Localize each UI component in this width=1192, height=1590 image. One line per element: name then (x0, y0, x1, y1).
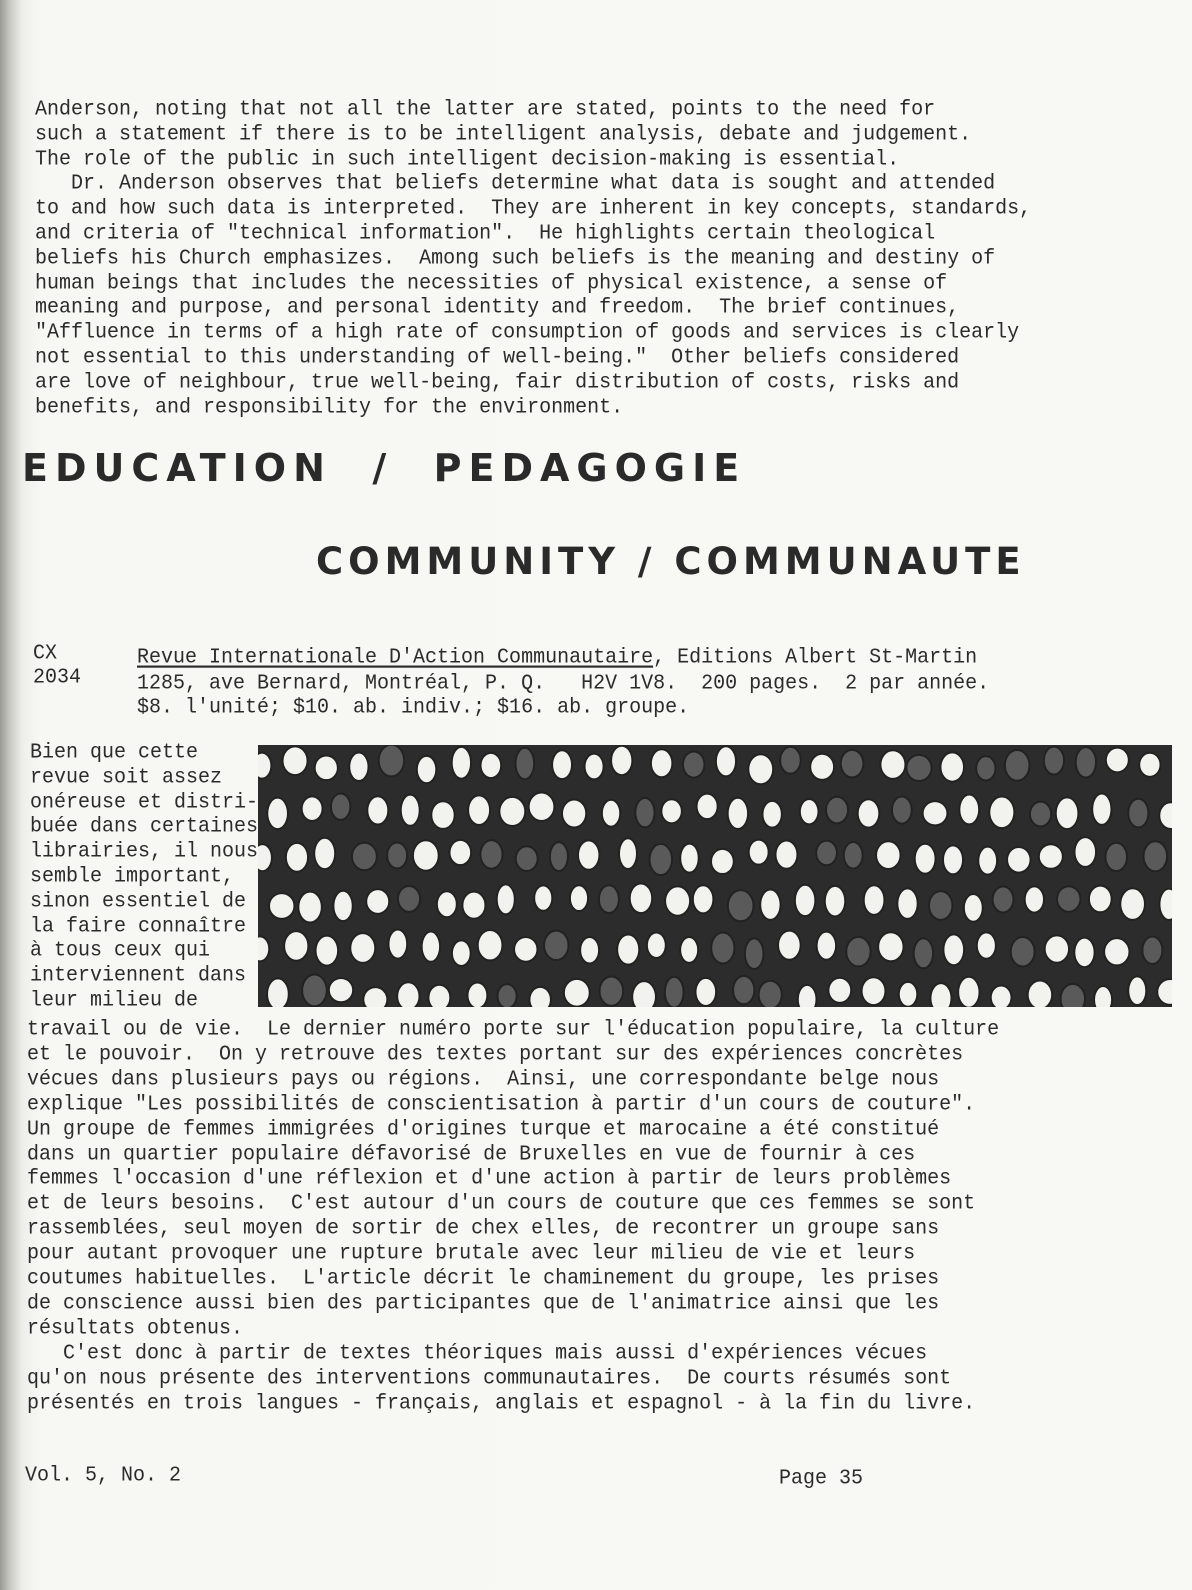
face-sketch (1039, 844, 1063, 869)
face-sketch (760, 890, 780, 920)
text-line: revue soit assez (30, 764, 223, 790)
face-sketch (1128, 799, 1148, 828)
face-sketch (1120, 888, 1145, 920)
face-sketch (1106, 748, 1129, 773)
crowd-drawing (258, 745, 1172, 1007)
text-line: rassemblées, seul moyen de sortir de chex elles, de recontrer un groupe sans (27, 1216, 940, 1242)
face-sketch (333, 891, 352, 921)
face-sketch (367, 796, 388, 824)
face-sketch (350, 933, 375, 963)
text-line: human beings that includes the necessities of physical existence, a sense of (35, 270, 948, 296)
face-sketch (269, 893, 294, 919)
face-sketch (578, 840, 599, 869)
text-line: C'est donc à partir de textes théoriques mais aussi d'expériences vécues (27, 1340, 928, 1366)
face-sketch (1089, 886, 1112, 913)
text-line: buée dans certaines (30, 814, 259, 840)
text-line: explique "Les possibilités de conscientisation à partir d'un cours de couture". (27, 1091, 976, 1117)
face-sketch (1028, 980, 1053, 1007)
face-sketch (665, 977, 684, 1007)
face-sketch (1157, 979, 1172, 1005)
face-sketch (798, 985, 817, 1007)
face-sketch (695, 978, 716, 1006)
section-heading-education: EDUCATION / PEDAGOGIE (22, 446, 747, 490)
face-sketch (825, 886, 846, 917)
face-sketch (899, 982, 918, 1007)
face-sketch (697, 794, 718, 819)
face-sketch (267, 798, 288, 829)
face-sketch (1128, 976, 1146, 1005)
face-sketch (585, 754, 604, 780)
entry-citation-line3: $8. l'unité; $10. ab. indiv.; $16. ab. groupe. (137, 695, 690, 720)
face-sketch (564, 979, 590, 1007)
face-sketch (1159, 889, 1172, 920)
face-sketch (379, 745, 405, 776)
face-sketch (978, 847, 997, 875)
face-sketch (914, 938, 933, 968)
face-sketch (943, 934, 964, 965)
entry-publisher: , Editions Albert St-Martin (653, 645, 978, 670)
face-sketch (1045, 935, 1069, 962)
face-sketch (964, 894, 983, 922)
face-sketch (693, 885, 714, 913)
face-sketch (778, 931, 801, 960)
face-sketch (1104, 938, 1129, 965)
face-sketch (497, 984, 516, 1007)
face-sketch (550, 842, 568, 871)
text-line: librairies, il nous (30, 839, 259, 865)
face-sketch (529, 793, 555, 821)
face-sketch (497, 884, 515, 914)
face-sketch (428, 985, 450, 1007)
face-sketch (1074, 938, 1094, 968)
text-line: meaning and purpose, and personal identity and freedom. The brief continues, (35, 295, 960, 321)
face-sketch (617, 934, 639, 964)
face-sketch (1094, 986, 1112, 1007)
text-line: such a statement if there is to be intelligent analysis, debate and judgement. (35, 121, 972, 147)
face-sketch (481, 753, 502, 778)
face-sketch (680, 844, 699, 873)
face-sketch (930, 983, 951, 1007)
face-sketch (716, 746, 736, 776)
face-sketch (683, 751, 705, 777)
face-sketch (302, 974, 327, 1006)
face-sketch (562, 799, 586, 827)
text-line: semble important, (30, 864, 235, 889)
face-sketch (619, 838, 637, 869)
face-sketch (929, 891, 952, 920)
face-sketch (989, 796, 1014, 828)
face-sketch (387, 842, 407, 868)
text-line: to and how such data is interpreted. They are inherent in key concepts, standards, (35, 196, 1032, 222)
face-sketch (1056, 797, 1079, 829)
text-line: vécues dans plusieurs pays ou régions. Ainsi, une correspondante belge nous (27, 1066, 940, 1092)
face-sketch (468, 795, 490, 825)
face-sketch (398, 886, 420, 912)
face-sketch (462, 892, 485, 919)
face-sketch (632, 981, 656, 1007)
face-sketch (650, 844, 673, 875)
face-sketch (267, 978, 289, 1007)
face-sketch (728, 890, 754, 921)
face-sketch (534, 885, 552, 910)
face-sketch (711, 849, 734, 874)
face-sketch (570, 885, 588, 911)
face-sketch (515, 748, 534, 779)
face-sketch (993, 886, 1014, 912)
face-sketch (647, 933, 666, 958)
face-sketch (431, 801, 454, 829)
face-sketch (892, 796, 912, 823)
text-line: pour autant provoquer une rupture brutale avec leur milieu de vie et leurs (27, 1241, 916, 1266)
face-sketch (437, 891, 457, 917)
face-sketch (349, 752, 368, 780)
face-sketch (544, 931, 569, 960)
face-sketch (452, 940, 471, 966)
face-sketch (302, 796, 323, 821)
face-sketch (959, 795, 979, 825)
face-sketch (599, 885, 619, 913)
face-sketch (991, 985, 1012, 1007)
face-sketch (298, 892, 322, 923)
face-sketch (780, 747, 801, 774)
face-sketch (413, 840, 439, 871)
text-line: onéreuse et distri- (30, 789, 259, 815)
face-sketch (514, 937, 537, 962)
crowd-illustration (258, 745, 1172, 1007)
face-sketch (315, 756, 338, 781)
text-line: femmes l'occasion d'une réflexion et d'une action à partir de leurs problèmes (27, 1166, 952, 1192)
face-sketch (816, 841, 837, 866)
face-sketch (976, 756, 995, 780)
text-line: and criteria of "technical information". He highlights certain theological (35, 221, 936, 246)
text-line: Un groupe de femmes immigrées d'origines turque et marocaine a été constitué (27, 1116, 940, 1142)
face-sketch (1105, 843, 1127, 871)
face-sketch (880, 750, 905, 779)
face-sketch (749, 840, 769, 865)
entry-citation-line2: 1285, ave Bernard, Montréal, P. Q. H2V 1V8. 200 pages. 2 par année. (137, 671, 990, 696)
face-sketch (762, 801, 781, 828)
face-sketch (759, 981, 782, 1007)
face-sketch (478, 930, 503, 960)
text-line: are love of neighbour, true well-being, fair distribution of costs, risks and (35, 369, 960, 395)
face-sketch (316, 936, 339, 966)
text-line: la faire connaître (30, 913, 247, 939)
face-sketch (417, 756, 437, 783)
face-sketch (826, 797, 848, 824)
footer-page-number: Page 35 (779, 1466, 864, 1491)
face-sketch (680, 937, 698, 963)
face-sketch (846, 937, 870, 967)
face-sketch (1139, 753, 1160, 777)
entry-code-1: CX (33, 641, 58, 666)
text-line: "Affluence in terms of a high rate of consumption of goods and services is clearly (35, 320, 1020, 346)
text-line: benefits, and responsibility for the environment. (35, 394, 624, 420)
text-line: beliefs his Church emphasizes. Among such beliefs is the meaning and destiny of (35, 245, 996, 271)
text-line: présentés en trois langues - français, anglais et espagnol - à la fin du livre. (27, 1390, 976, 1416)
face-sketch (733, 976, 754, 1004)
face-sketch (258, 936, 269, 961)
text-line: Anderson, noting that not all the latter are stated, points to the need for (35, 97, 936, 122)
face-sketch (1025, 886, 1044, 912)
entry-title: Revue Internationale D'Action Communautaire (137, 645, 654, 670)
face-sketch (1074, 837, 1096, 867)
face-sketch (422, 932, 440, 962)
face-sketch (841, 750, 864, 778)
face-sketch (1076, 747, 1096, 777)
face-sketch (452, 747, 471, 779)
face-sketch (329, 978, 353, 1002)
face-sketch (529, 987, 551, 1007)
face-sketch (1005, 750, 1030, 781)
face-sketch (897, 888, 917, 918)
text-line: qu'on nous présente des interventions communautaires. De courts résumés sont (27, 1365, 952, 1391)
face-sketch (599, 976, 623, 1005)
face-sketch (810, 754, 834, 780)
face-sketch (1030, 802, 1051, 827)
face-sketch (352, 843, 377, 871)
text-line: The role of the public in such intelligent decision-making is essential. (35, 146, 900, 172)
face-sketch (915, 844, 936, 874)
text-line: interviennent dans (30, 963, 247, 989)
face-sketch (363, 987, 387, 1007)
face-sketch (580, 937, 599, 963)
face-sketch (665, 886, 690, 915)
footer-volume: Vol. 5, No. 2 (25, 1463, 182, 1488)
text-line: not essential to this understanding of well-being." Other beliefs considered (35, 345, 960, 370)
face-sketch (1143, 841, 1167, 871)
face-sketch (1044, 747, 1064, 775)
face-sketch (828, 978, 851, 1003)
face-sketch (876, 841, 901, 869)
face-sketch (314, 838, 335, 869)
text-line: leur milieu de (30, 988, 199, 1013)
subsection-heading-community: COMMUNITY / COMMUNAUTE (316, 540, 1026, 583)
face-sketch (499, 797, 525, 826)
face-sketch (958, 977, 979, 1007)
face-sketch (388, 930, 407, 959)
text-line: Dr. Anderson observes that beliefs determine what data is sought and attended (35, 171, 996, 197)
text-line: de conscience aussi bien des participantes que de l'animatrice ainsi que les (27, 1290, 940, 1316)
face-sketch (1142, 936, 1162, 964)
text-line: Bien que cette (30, 740, 199, 765)
text-line: sinon essentiel de (30, 888, 247, 914)
face-sketch (862, 977, 886, 1005)
face-sketch (258, 753, 271, 779)
text-line: résultats obtenus. (27, 1315, 244, 1341)
face-sketch (467, 982, 487, 1007)
text-line: coutumes habituelles. L'article décrit le chaminement du groupe, les prises (27, 1266, 940, 1291)
face-sketch (795, 885, 815, 916)
face-sketch (635, 798, 654, 827)
face-sketch (401, 795, 420, 826)
face-sketch (844, 842, 863, 869)
face-sketch (516, 846, 538, 871)
face-sketch (1159, 802, 1172, 829)
face-sketch (906, 755, 931, 781)
face-sketch (1092, 794, 1111, 825)
text-line: à tous ceux qui (30, 938, 211, 964)
face-sketch (602, 800, 620, 827)
text-line: travail ou de vie. Le dernier numéro porte sur l'éducation populaire, la culture (27, 1017, 1000, 1042)
face-sketch (284, 931, 308, 961)
face-sketch (711, 933, 734, 964)
face-sketch (331, 793, 350, 819)
face-sketch (283, 746, 308, 775)
face-sketch (258, 844, 272, 871)
face-sketch (611, 746, 632, 775)
face-sketch (480, 840, 502, 869)
face-sketch (943, 845, 963, 874)
face-sketch (858, 799, 880, 827)
face-sketch (397, 982, 419, 1007)
text-line: dans un quartier populaire défavorisé de Bruxelles en vue de fournir à ces (27, 1141, 916, 1167)
face-sketch (1011, 937, 1035, 967)
face-sketch (775, 840, 797, 868)
face-sketch (661, 799, 682, 823)
face-sketch (552, 750, 572, 779)
face-sketch (748, 754, 773, 784)
face-sketch (940, 752, 964, 781)
face-sketch (817, 932, 836, 960)
face-sketch (923, 801, 948, 825)
face-sketch (728, 798, 748, 829)
face-sketch (449, 840, 471, 865)
face-sketch (366, 889, 389, 914)
face-sketch (864, 885, 885, 915)
face-sketch (977, 932, 996, 958)
face-sketch (745, 938, 764, 969)
face-sketch (651, 749, 673, 777)
face-sketch (878, 932, 903, 961)
entry-code-2: 2034 (33, 665, 82, 690)
text-line: et de leurs besoins. C'est autour d'un cours de couture que ces femmes se sont (27, 1191, 976, 1217)
face-sketch (630, 883, 653, 913)
entry-citation-line1 (137, 645, 977, 671)
text-line: et le pouvoir. On y retrouve des textes portant sur des expériences concrètes (27, 1041, 964, 1067)
face-sketch (1007, 847, 1031, 873)
face-sketch (1057, 886, 1080, 911)
face-sketch (800, 799, 819, 824)
face-sketch (1061, 984, 1085, 1007)
face-sketch (286, 843, 308, 872)
